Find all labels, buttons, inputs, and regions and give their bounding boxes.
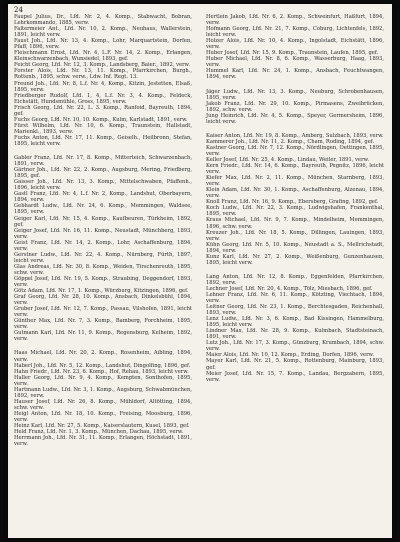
roll-entry: Heinz Karl, Lfd. Nr. 27, 5. Komp., Kaiserslautern, Kusel, 1893, gef.: [14, 423, 190, 430]
roll-entry: Holzer Alois, Lfd. Nr. 10, 4. Komp., Ingolstadt, Eichstätt, 1896, verw.: [206, 38, 384, 51]
roll-entry: Held Franz, Lfd. Nr. 1, 3. Komp., München, Dachau, 1895, verw.: [14, 429, 184, 436]
page-number: 24: [14, 6, 23, 14]
roll-entry: Gebhardt Ludw., Lfd. Nr. 24, 6. Komp., Memmingen, Waldsee, 1895, verw.: [14, 203, 192, 216]
roll-entry: Kunz Karl, Lfd. Nr. 27, 2. Komp., Weißenburg, Gunzenhausen, 1895, leicht verw.: [206, 253, 384, 266]
roll-entry: Koch Ludw., Lfd. Nr. 22, 3. Komp., Ludwigshafen, Frankenthal, 1895, verw.: [206, 205, 384, 218]
roll-entry: Kreuzer Joh., Lfd. Nr. 18, 5. Komp., Dillingen, Lauingen, 1893, verw.: [206, 229, 384, 242]
roll-entry: Kühn Georg, Lfd. Nr. 5, 10. Komp., Neustadt a. S., Mellrichstadt, 1894, verw.: [206, 241, 384, 254]
roll-entry: Göppel Josef, Lfd. Nr. 19, 5. Komp., Straubing, Deggendorf, 1893, verw.: [14, 275, 192, 289]
roll-entry: Haberl Joh., Lfd. Nr. 5, 12. Komp., Landshut, Dingolfing, 1896, gef.: [14, 362, 191, 369]
roll-entry: Gastl Franz, Lfd. Nr. 4, L.f. Nr. 2, Komp., Landshut, Oberbayern, 1894, verw.: [14, 191, 192, 204]
roll-entry: Faust Joh., Lfd. Nr. 13, 4. Komp., Lohr, Marquartstein, Dorfen, Pfaff, 1896, verw.: [14, 38, 192, 51]
roll-entry: Kern Friedr., Lfd. Nr. 14, 6. Komp., Bayreuth, Pegnitz, 1896, leicht verw.: [206, 163, 384, 176]
roll-entry: Leitner Georg, Lfd. Nr. 23, 1. Komp., Berchtesgaden, Reichenhall, 1893, verw.: [206, 304, 384, 317]
roll-entry: Hahn Friedr., Lfd. Nr. 23, 6. Komp., Hof, Rehau, 1893, leicht verw.: [14, 368, 189, 375]
roll-entry: Gerstner Ludw., Lfd. Nr. 22, 4. Komp., Nürnberg, Fürth, 1897, leicht verw.: [14, 251, 192, 264]
roll-entry: Gutmann Karl, Lfd. Nr. 11, 9. Komp., Regensburg, Kelheim, 1892, verw.: [14, 330, 192, 343]
roll-entry: Kiefer Max, Lfd. Nr. 2, 11. Komp., München, Starnberg, 1893, verw.: [206, 175, 384, 188]
roll-entry: Glas Andreas, Lfd. Nr. 30, 8. Komp., Weiden, Tirschenreuth, 1895, schw. verw.: [14, 263, 192, 276]
roll-entry: Kastner Georg, Lfd. Nr. 7, 12. Komp., Nördlingen, Oettingen, 1895, verw.: [206, 144, 384, 157]
roll-entry: Keller Josef, Lfd. Nr. 25, 4. Komp., Lindau, Weiler, 1891, verw.: [206, 156, 370, 163]
roll-entry: Hummel Karl, Lfd. Nr. 24, 1. Komp., Ansbach, Feuchtwangen, 1894, verw.: [206, 68, 384, 81]
right-column: [206, 14, 384, 383]
roll-entry: Lehner Franz, Lfd. Nr. 6, 11. Komp., Kötzting, Viechtach, 1894, verw.: [206, 291, 384, 305]
roll-entry: Geiger Josef, Lfd. Nr. 16, 11. Komp., Neustadt, Münchberg, 1893, verw.: [14, 227, 192, 240]
roll-entry: Heigl Anton, Lfd. Nr. 18, 10. Komp., Freising, Moosburg, 1896, verw.: [14, 410, 192, 423]
roll-entry: Freund Joh., Lfd. Nr. 8, L.f. Nr. 4, Komp., Kitzin, Jestetten, Elsaß, 1895, verw.: [14, 80, 192, 93]
roll-entry: Faupel Julius, Dr., Lfd. Nr. 2, 4. Komp., Stabwacht, Bobran, Lehrkommando, 1885, verw.: [14, 14, 192, 27]
roll-entry: Fleischmann Ernst, Lfd. Nr. 4, L.F. Nr. 14, 2. Komp., Erlangen, Kleinschwarzenbach, Wunsiedel, 1893, gef.: [14, 50, 192, 63]
roll-entry: Feicht Georg, Lfd. Nr. 12, 3. Komp., Landsberg, Baier., 1892, verw.: [14, 62, 191, 69]
roll-entry: Kaiser Anton, Lfd. Nr. 19, 8. Komp., Amberg, Sulzbach, 1893, verw.: [206, 132, 384, 139]
roll-entry: Gabler Franz, Lfd. Nr. 17, 8. Komp., Mitterteich, Schwarzenbach, 1891, verw.: [14, 155, 192, 168]
roll-entry: Mayer Karl, Lfd. Nr. 21, 5. Komp., Rottenburg, Mainburg, 1893, gef.: [206, 358, 384, 371]
roll-entry: Haller Georg, Lfd. Nr. 9, 4. Komp., Kempten, Sonthofen, 1895, verw.: [14, 374, 192, 387]
roll-entry: Herrmann Joh., Lfd. Nr. 31, 11. Komp., Erlangen, Höchstadt, 1891, verw.: [14, 435, 192, 448]
roll-entry: Lutz Joh., Lfd. Nr. 17, 3. Komp., Günzburg, Krumbach, 1894, schw. verw.: [206, 340, 384, 353]
roll-entry: Gaisser Joh., Lfd. Nr. 13, 3. Komp., Mittelschwaben, Pfaffenh., 1896, leicht verw.: [14, 179, 192, 192]
document-page: [8, 4, 392, 538]
roll-entry: Hertlein Jakob, Lfd. Nr. 6, 2. Komp., Schweinfurt, Haßfurt, 1894, verw.: [206, 14, 384, 27]
roll-entry: Meier Josef, Lfd. Nr. 15, 7. Komp., Landau, Bergzabern, 1895, verw.: [206, 370, 384, 383]
roll-entry: Geiger Karl, Lfd. Nr. 15, 4. Komp., Kaufbeuren, Türkheim, 1892, gef.: [14, 215, 192, 228]
roll-entry: Knoll Franz, Lfd. Nr. 16, 9. Komp., Ebersberg, Grafing, 1892, gef.: [206, 199, 379, 206]
roll-entry: Lindner Max, Lfd. Nr. 28, 9. Komp., Kulmbach, Stadtsteinach, 1891, verw.: [206, 328, 384, 341]
roll-entry: Frisch Georg, Lfd. Nr. 22, L. 3. Komp., Ranfoid, Bayreuth, 1894, gef.: [14, 104, 192, 117]
roll-entry: Jung Heinrich, Lfd. Nr. 4, 5. Komp., Speyer, Germersheim, 1896, leicht verw.: [206, 112, 384, 125]
roll-entry: Kraus Michael, Lfd. Nr. 9, 7. Komp., Mindelheim, Memmingen, 1896, schw. verw.: [206, 217, 384, 230]
roll-entry: Huber Michael, Lfd. Nr. 8, 6. Komp., Wasserburg, Haag, 1893, verw.: [206, 56, 384, 69]
roll-entry: Maier Alois, Lfd. Nr. 10, 12. Komp., Erding, Dorfen, 1896, verw.: [206, 352, 375, 359]
roll-entry: Gruber Josef, Lfd. Nr. 12, 7. Komp., Passau, Vilshofen, 1891, leicht verw.: [14, 306, 192, 319]
roll-entry: Jäger Ludw., Lfd. Nr. 13, 3. Komp., Neuburg, Schrobenhausen, 1895, verw.: [206, 88, 384, 101]
roll-entry: Hartmann Ludw., Lfd. Nr. 3, 1. Komp., Augsburg, Schwabmünchen, 1892, verw.: [14, 386, 192, 399]
roll-entry: Friedberger Rudolf, Lfd. 1, 4, L.f. Nr. 3, 4. Komp., Feldeck, Eichstätt, Hundsmühle, Gross, 1895, verw.: [14, 92, 192, 105]
roll-entry: Graf Georg, Lfd. Nr. 28, 10. Komp., Ansbach, Dinkelsbühl, 1894, verw.: [14, 294, 192, 307]
roll-entry: Geist Franz, Lfd. Nr. 14, 2. Komp., Lohr, Aschaffenburg, 1894, verw.: [14, 239, 192, 252]
roll-entry: Günther Max, Lfd. Nr. 7, 3. Komp., Bamberg, Forchheim, 1895, verw.: [14, 318, 192, 331]
roll-entry: Lenz Ludw., Lfd. Nr. 3, 6. Komp., Bad Kissingen, Hammelburg, 1895, leicht verw.: [206, 316, 384, 329]
roll-entry: Jakob Franz, Lfd. Nr. 29, 10. Komp., Pirmasens, Zweibrücken, 1892, schw. verw.: [206, 100, 384, 113]
roll-entry: Klein Adam, Lfd. Nr. 30, 1. Komp., Aschaffenburg, Alzenau, 1894, verw.: [206, 187, 384, 200]
roll-entry: Faltermeier Ant., Lfd. Nr. 10, 2. Komp., Neuhaus, Wallerstein, 1891, leicht verw.: [14, 26, 192, 39]
left-column: [14, 14, 192, 447]
roll-entry: Fuchs Anton, Lfd. Nr. 17, 11. Komp., Geiselh., Heilbronn, Stefan, 1895, leicht verw.: [14, 134, 192, 147]
roll-entry: Kammerer Joh., Lfd. Nr. 11, 2. Komp., Cham, Roding, 1894, gef.: [206, 138, 375, 145]
roll-entry: Haas Michael, Lfd. Nr. 20, 2. Komp., Rosenheim, Aibling, 1894, verw.: [14, 350, 192, 363]
roll-entry: Hofmann Georg, Lfd. Nr. 21, 7. Komp., Coburg, Lichtenfels, 1892, leicht verw.: [206, 26, 384, 39]
roll-entry: Lang Anton, Lfd. Nr. 12, 8. Komp., Eggenfelden, Pfarrkirchen, 1892, verw.: [206, 273, 384, 286]
roll-entry: Huber Josef, Lfd. Nr. 15, 9. Komp., Traunstein, Laufen, 1895, gef.: [206, 50, 379, 57]
roll-entry: Fuchs Georg, Lfd. Nr. 10, 10. Komp., Kulm, Karlstadt, 1891, verw.: [14, 116, 188, 123]
roll-entry: Götz Adam, Lfd. Nr. 17, 1. Komp., Würzburg, Kitzingen, 1896, gef.: [14, 288, 189, 295]
roll-entry: Hauser Josef, Lfd. Nr. 26, 8. Komp., Mühldorf, Altötting, 1894, schw. verw.: [14, 398, 192, 411]
roll-entry: Forster Alois, Lfd. Nr. 13, 11. Komp., Pfarrkirchen, Burgh., Rottenb., 1895, schw. verw., Ldw. Inf. Regt. 13.: [14, 68, 192, 81]
roll-entry: Gärtner Joh., Lfd. Nr. 22, 2. Komp., Augsburg, Mering, Friedberg, 1895, gef.: [14, 167, 192, 180]
roll-entry: Fürst Wilhelm, Lfd. Nr. 10, 6. Komp., Traunstein, Hallstadt, Marienkl., 1893, verw.: [14, 122, 192, 135]
roll-entry: Lechner Josef, Lfd. Nr. 20, 4. Komp., Tölz, Miesbach, 1896, gef.: [206, 285, 373, 292]
